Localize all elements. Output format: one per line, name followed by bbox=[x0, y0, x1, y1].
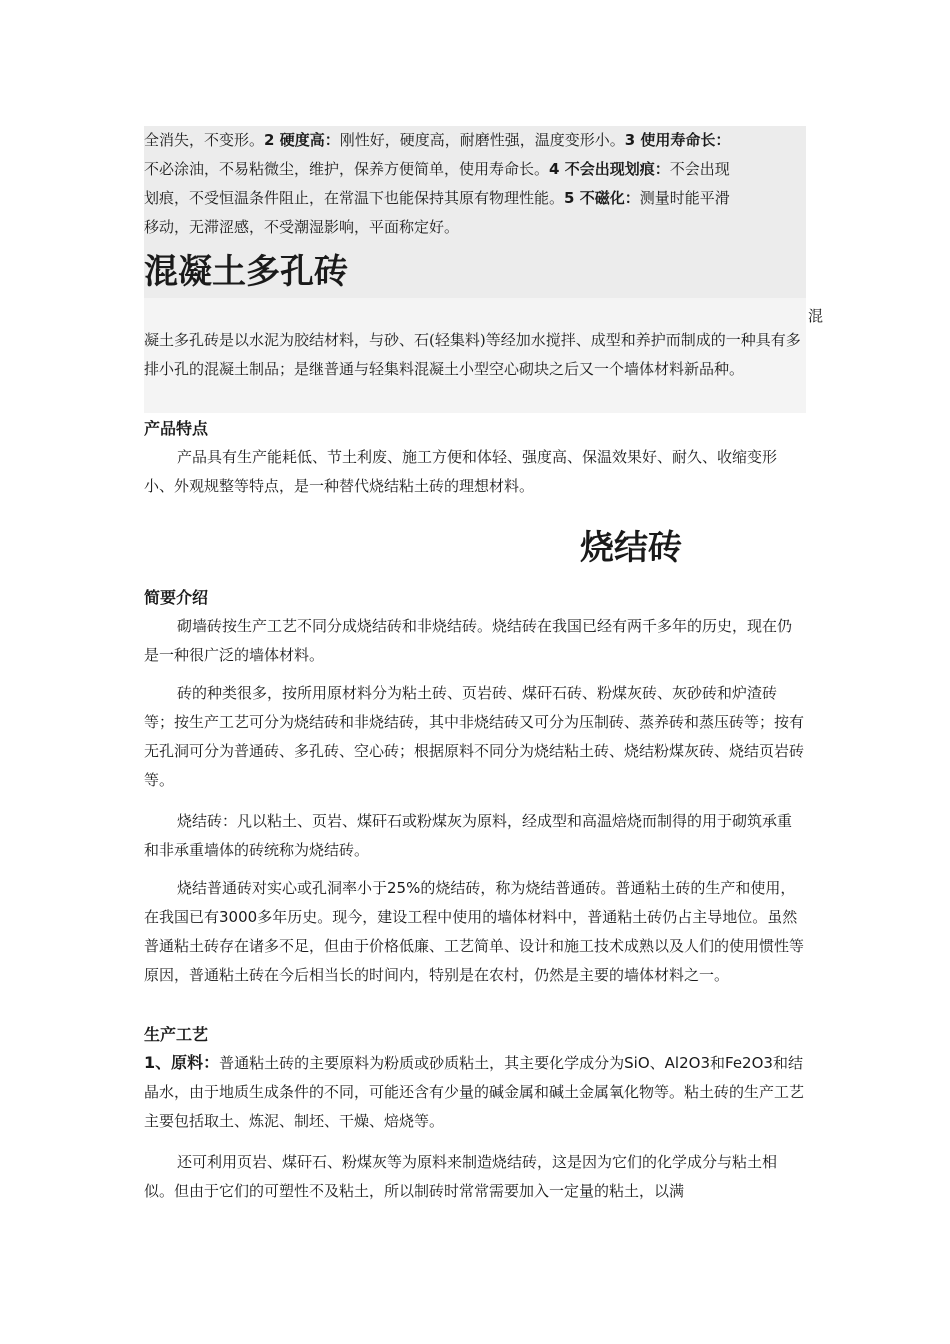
process-heading: 生产工艺 bbox=[144, 1025, 209, 1044]
features-heading: 产品特点 bbox=[144, 419, 209, 438]
intro-heading: 简要介绍 bbox=[144, 588, 209, 607]
paragraph-text: 、 bbox=[649, 1054, 665, 1072]
intro-text: 测量时能平滑 bbox=[639, 189, 730, 207]
paragraph-text: 多年历史。现今，建设工程中使用的墙体材料中，普通粘土砖仍占主导地位。虽然普通粘土砖存在诸多不足，但由于价格低廉、工艺简单、设计和施工技术成熟以及人们的使用惯性等原因，普通粘土砖在今后相当长的时间内，特别是在农村，仍然是主要的墙体材料之一。 bbox=[144, 908, 805, 984]
intro-text: 不必涂油，不易粘微尘，维护，保养方便简单，使用寿命长。 bbox=[144, 160, 550, 178]
intro-paragraph bbox=[144, 126, 806, 243]
concrete-brick-title: 混凝土多孔砖 bbox=[144, 243, 806, 298]
fired-paragraph-3: 烧结砖：凡以粘土、页岩、煤矸石或粉煤灰为原料，经成型和高温焙烧而制得的用于砌筑承重和非承重墙体的砖统称为烧结砖。 bbox=[144, 812, 793, 859]
fired-paragraph-6: 还可利用页岩、煤矸石、粉煤灰等为原料来制造烧结砖，这是因为它们的化学成分与粘土相似。但由于它们的可塑性不及粘土，所以制砖时常常需要加入一定量的粘土，以满 bbox=[144, 1153, 778, 1200]
percentage-value: 25% bbox=[387, 879, 421, 897]
item-label-no-scratch: 不会出现划痕： bbox=[564, 160, 670, 178]
fired-paragraph-2: 砖的种类很多，按所用原材料分为粘土砖、页岩砖、煤矸石砖、粉煤灰砖、灰砂砖和炉渣砖等；按生产工艺可分为烧结砖和非烧结砖，其中非烧结砖又可分为压制砖、蒸养砖和蒸压砖等；按有无孔洞可分为普通砖、多孔砖、空心砖；根据原料不同分为烧结粘土砖、烧结粉煤灰砖、烧结页岩砖等。 bbox=[144, 684, 805, 789]
intro-text: 移动，无滞涩感，不受潮湿影响，平面称定好。 bbox=[144, 218, 460, 236]
item-label-lifespan: 使用寿命长： bbox=[640, 131, 731, 149]
paragraph-text: 普通粘土砖的主要原料为粉质或砂质粘土，其主要化学成分为 bbox=[219, 1054, 625, 1072]
formula-sio: SiO bbox=[624, 1054, 650, 1072]
fired-paragraph-1: 砌墙砖按生产工艺不同分成烧结砖和非烧结砖。烧结砖在我国已经有两千多年的历史，现在仍是一种很广泛的墙体材料。 bbox=[144, 617, 793, 664]
raw-material-paragraph bbox=[144, 1048, 806, 1136]
formula-al2o3: Al2O3 bbox=[664, 1054, 710, 1072]
year-count-value: 3000 bbox=[219, 908, 258, 926]
item-number: 5 bbox=[564, 189, 580, 207]
item-number: 2 bbox=[264, 131, 280, 149]
formula-fe2o3: Fe2O3 bbox=[725, 1054, 773, 1072]
intro-text: 全消失，不变形。 bbox=[144, 131, 265, 149]
intro-text: 划痕，不受恒温条件阻止，在常温下也能保持其原有物理性能。 bbox=[144, 189, 565, 207]
raw-material-label: 1、原料： bbox=[144, 1053, 220, 1072]
stray-character: 混 bbox=[808, 307, 824, 325]
item-label-hardness: 硬度高： bbox=[279, 131, 340, 149]
intro-text: 刚性好，硬度高，耐磨性强，温度变形小。 bbox=[339, 131, 625, 149]
paragraph-text: 的烧结砖，称为烧结普通砖。普通粘土砖的生产和使用，在我国已有 bbox=[144, 879, 796, 926]
paragraph-text: 和 bbox=[710, 1054, 726, 1072]
fired-paragraph-4 bbox=[144, 874, 806, 990]
features-paragraph: 产品具有生产能耗低、节土利废、施工方便和体轻、强度高、保温效果好、耐久、收缩变形小、外观规整等特点，是一种替代烧结粘土砖的理想材料。 bbox=[144, 448, 778, 495]
item-number: 3 bbox=[624, 131, 641, 149]
fired-brick-title: 烧结砖 bbox=[580, 528, 682, 568]
paragraph-text: 和结晶水，由于地质生成条件的不同，可能还含有少量的碱金属和碱土金属氧化物等。粘土砖的生产工艺主要包括取土、炼泥、制坯、干燥、焙烧等。 bbox=[144, 1054, 805, 1130]
intro-text: 不会出现 bbox=[669, 160, 730, 178]
shade-gap bbox=[144, 298, 806, 328]
concrete-brick-description: 凝土多孔砖是以水泥为胶结材料，与砂、石(轻集料)等经加水搅拌、成型和养护而制成的一种具有多排小孔的混凝土制品；是继普通与轻集料混凝土小型空心砌块之后又一个墙体材料新品种。 bbox=[144, 326, 806, 413]
item-number: 4 bbox=[549, 160, 565, 178]
paragraph-text: 烧结普通砖对实心或孔洞率小于 bbox=[177, 879, 388, 897]
item-label-non-magnetic: 不磁化： bbox=[579, 189, 640, 207]
